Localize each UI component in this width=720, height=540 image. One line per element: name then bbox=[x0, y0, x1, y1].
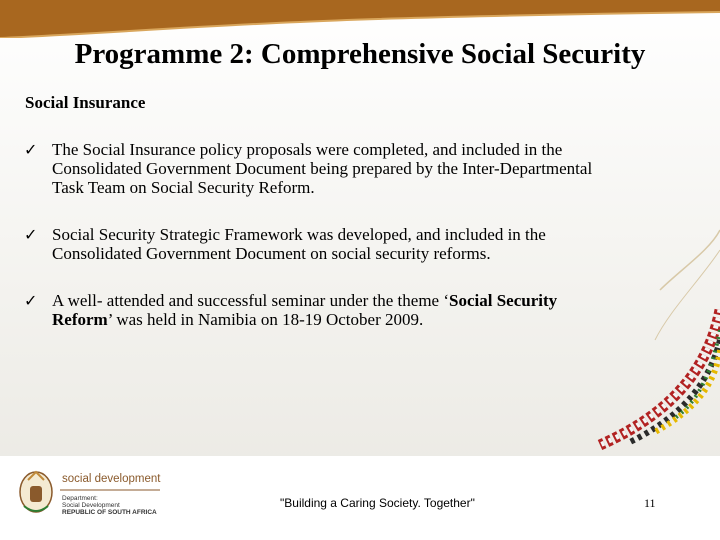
slide-subtitle: Social Insurance bbox=[25, 93, 146, 112]
department-label: Department: bbox=[62, 495, 98, 502]
checkmark-icon: ✓ bbox=[24, 140, 38, 159]
bullet-1-line-3: Task Team on Social Security Reform. bbox=[52, 178, 315, 197]
department-logo-title: social development bbox=[62, 473, 161, 485]
department-name: Social Development bbox=[62, 502, 120, 509]
bullet-item-1 bbox=[24, 140, 704, 197]
bullet-3-text-pre: A well- attended and successful seminar under the theme ‘ bbox=[52, 291, 450, 310]
bullet-2-line-1: Social Security Strategic Framework was developed, and included in the bbox=[52, 225, 546, 244]
footer-tagline: "Building a Caring Society. Together" bbox=[280, 496, 475, 510]
country-name: REPUBLIC OF SOUTH AFRICA bbox=[62, 509, 157, 516]
checkmark-icon: ✓ bbox=[24, 291, 38, 310]
slide-title: Programme 2: Comprehensive Social Security bbox=[74, 38, 646, 70]
checkmark-icon: ✓ bbox=[24, 225, 38, 244]
top-banner bbox=[0, 0, 720, 38]
bullet-1-line-2: Consolidated Government Document being prepared by the Inter-Departmental bbox=[52, 159, 593, 178]
bullet-3-theme-bold-1: Social Security bbox=[449, 291, 558, 310]
bullet-1-line-1: The Social Insurance policy proposals were completed, and included in the bbox=[52, 140, 563, 159]
page-number: 11 bbox=[644, 496, 656, 510]
bullet-3-theme-bold-2: Reform bbox=[52, 310, 108, 329]
bullet-2-line-2: Consolidated Government Document on social security reforms. bbox=[52, 244, 491, 263]
bullet-3-text-post: ’ was held in Namibia on 18-19 October 2009. bbox=[107, 310, 424, 329]
beaded-necklace-decoration bbox=[560, 210, 720, 460]
